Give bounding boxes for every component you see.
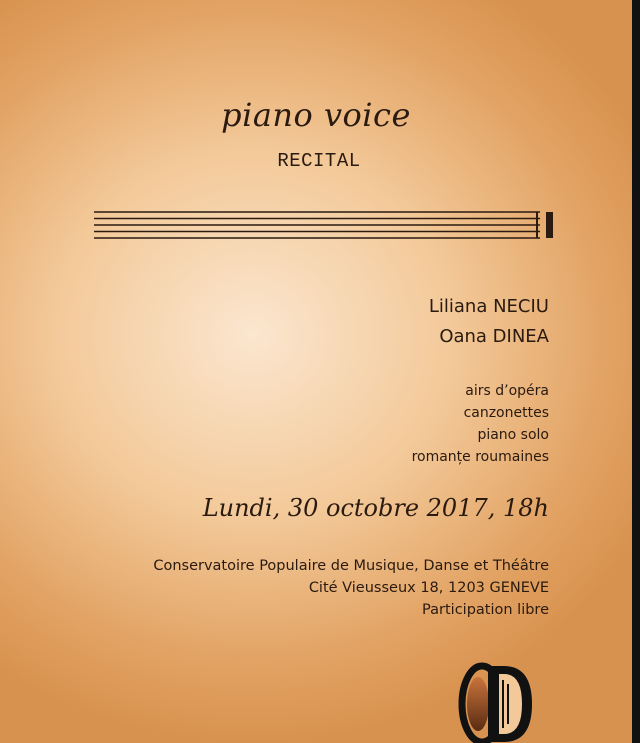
- venue-name: Conservatoire Populaire de Musique, Danse et Théâtre: [153, 558, 549, 574]
- program-list: [412, 380, 549, 468]
- program-item: piano solo: [477, 427, 549, 443]
- od-monogram-icon: [458, 660, 538, 743]
- right-edge-border: [632, 0, 640, 743]
- program-item: airs d’opéra: [465, 383, 549, 399]
- music-staff-icon: [94, 210, 556, 240]
- performer-name: Liliana NECIU: [428, 296, 549, 317]
- performer-name: Oana DINEA: [439, 326, 549, 347]
- venue-address: Cité Vieusseux 18, 1203 GENEVE: [308, 580, 549, 596]
- title-recital: RECITAL: [277, 150, 361, 172]
- venue-info: [153, 555, 549, 621]
- performers: [429, 292, 549, 352]
- title-piano-voice: piano voice: [221, 96, 411, 134]
- event-date: Lundi, 30 octobre 2017, 18h: [202, 494, 549, 522]
- admission-note: Participation libre: [422, 602, 549, 618]
- program-item: canzonettes: [463, 405, 549, 421]
- program-item: romanțe roumaines: [411, 449, 549, 465]
